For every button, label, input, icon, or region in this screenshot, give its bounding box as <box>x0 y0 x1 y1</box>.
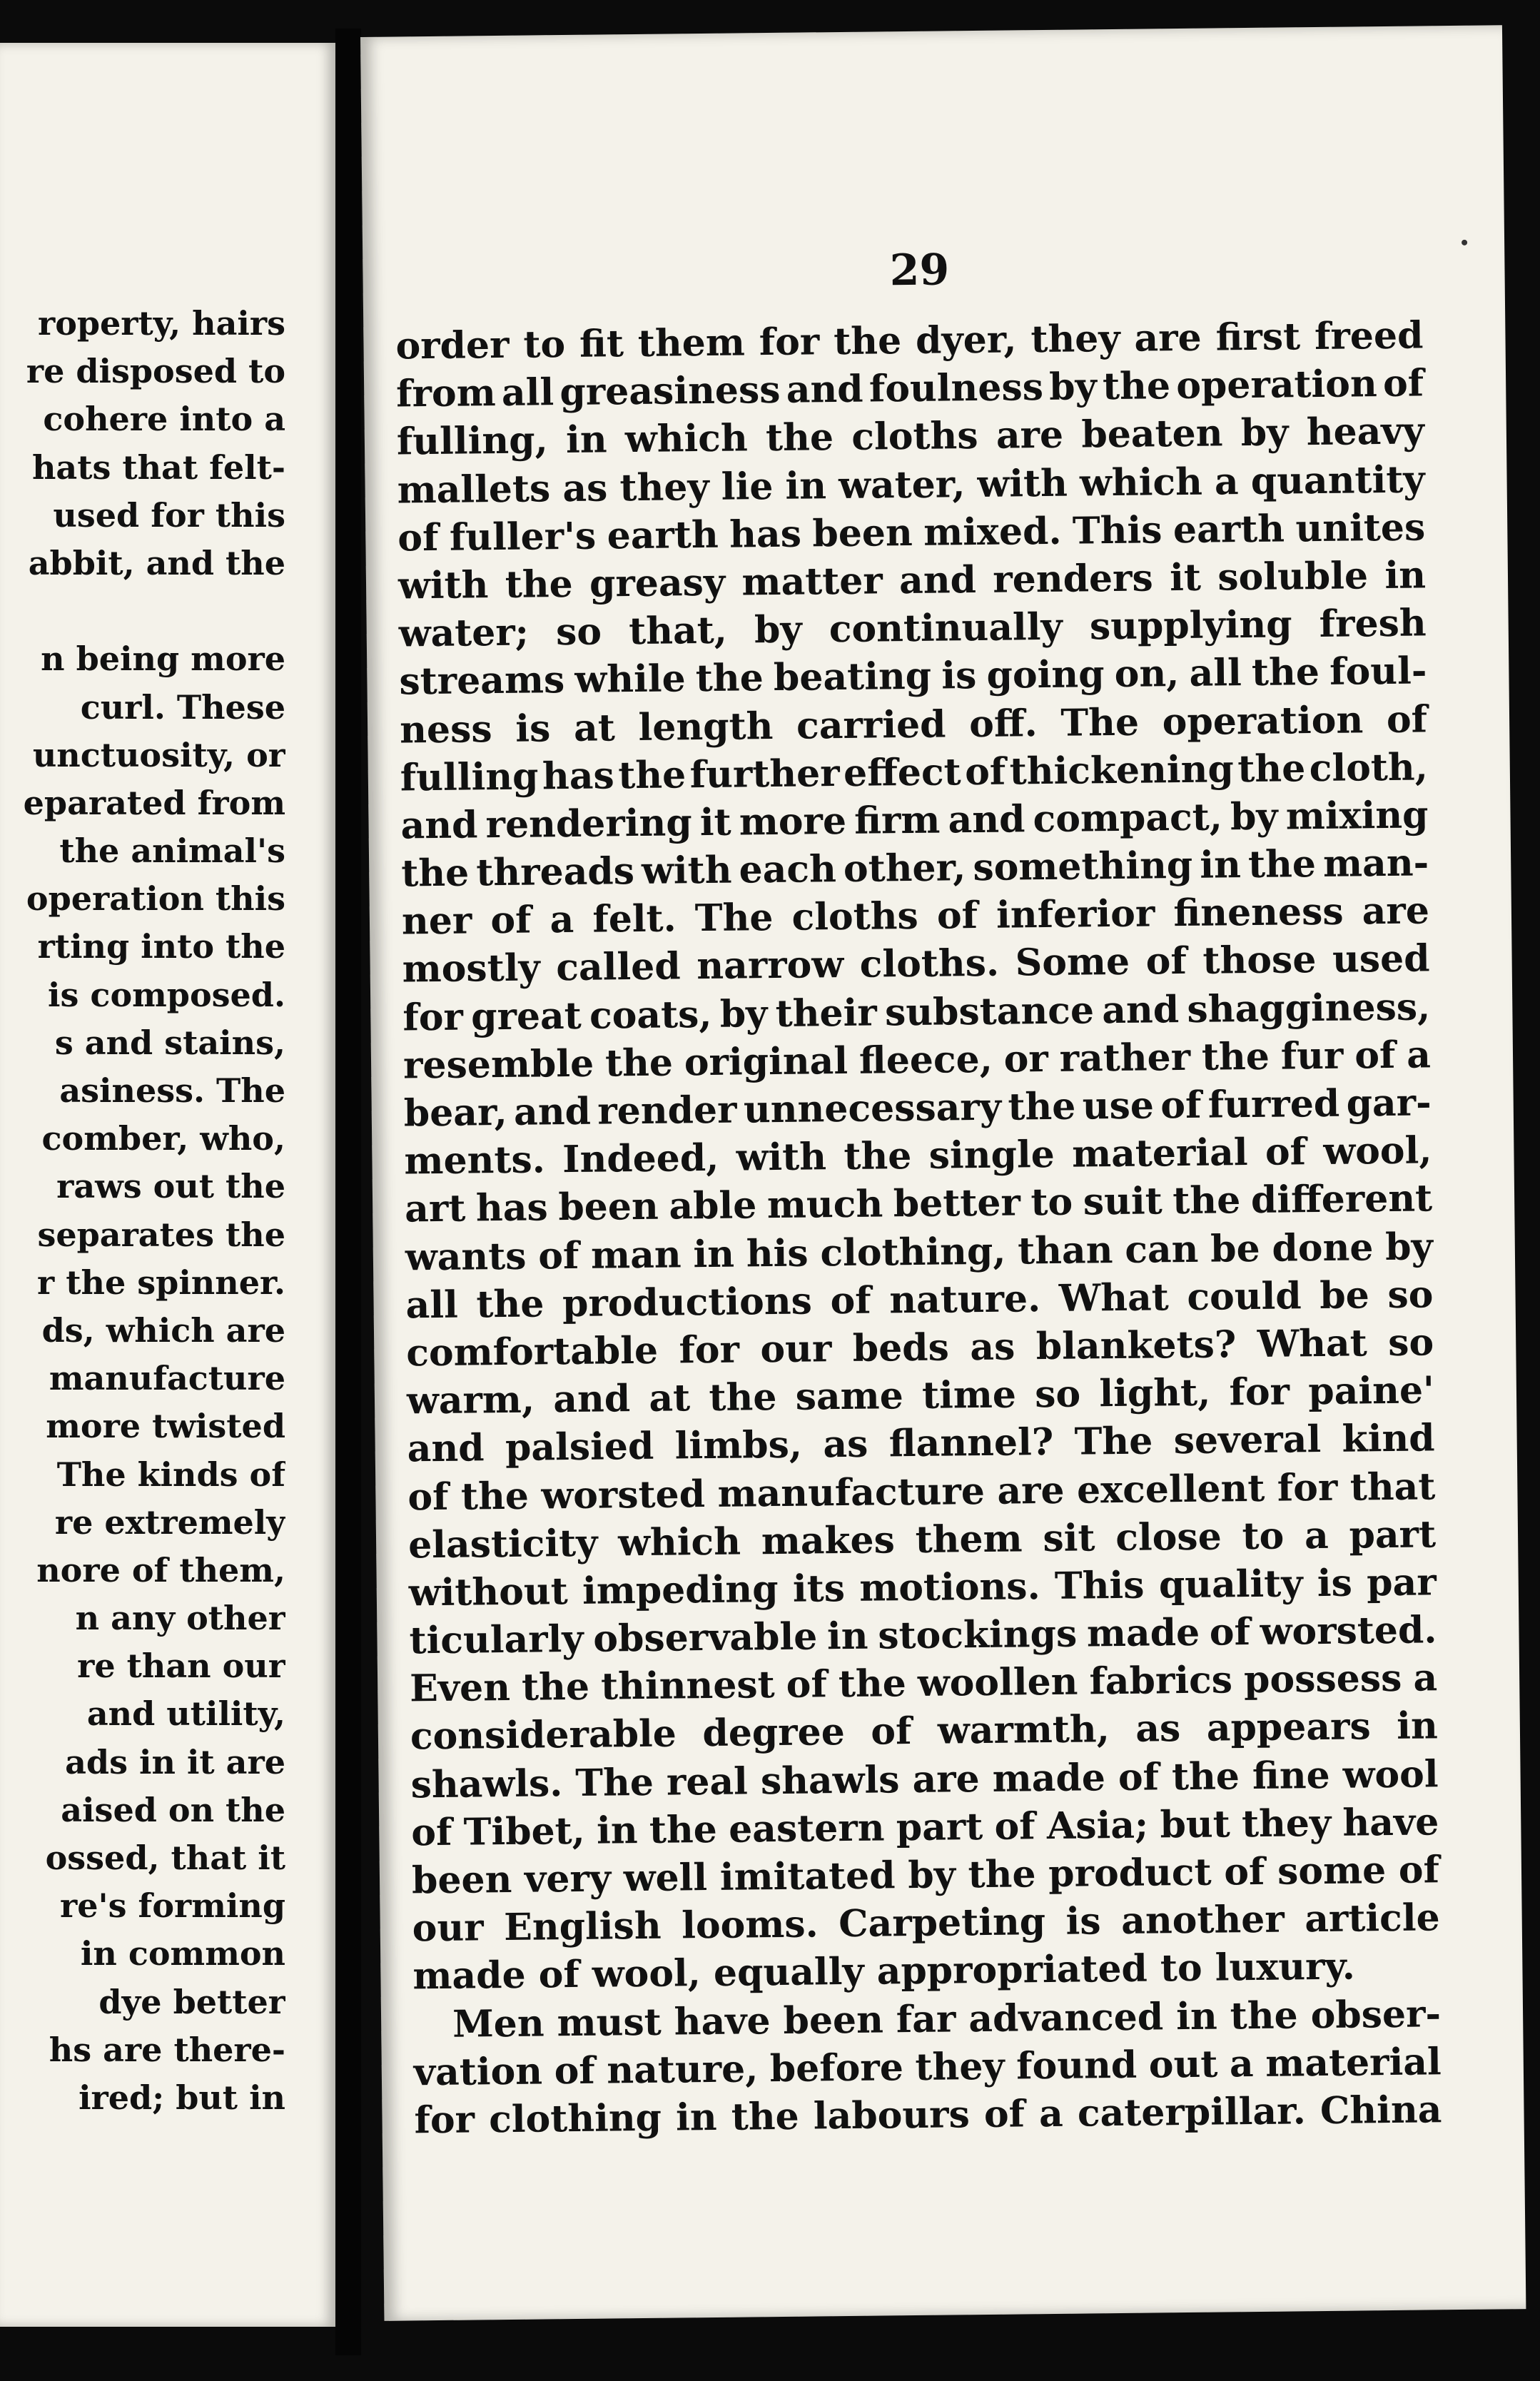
text-line: shawls. The real shawls are made of the fine wool <box>410 1751 1439 1807</box>
text-line: fulling has the further effect of thickening the cloth, <box>400 745 1429 800</box>
text-line: rting into the <box>37 927 285 966</box>
text-line: re disposed to <box>26 352 285 391</box>
text-line: warm, and at the same time so light, for paine' <box>406 1368 1435 1423</box>
text-line: hs are there- <box>49 2030 285 2069</box>
text-line: elasticity which makes them sit close to a part <box>407 1512 1437 1567</box>
text-line: nore of them, <box>36 1550 285 1589</box>
text-line: from all greasiness and foulness by the operation of <box>395 361 1424 416</box>
text-line: bear, and render unnecessary the use of furred gar- <box>403 1081 1432 1136</box>
text-line: of Tibet, in the eastern part of Asia; but they have <box>411 1800 1439 1855</box>
text-line: re than our <box>77 1647 285 1686</box>
text-line: and palsied limbs, as flannel? The several kind <box>407 1416 1435 1471</box>
text-line: ticularly observable in stockings made of worsted. <box>409 1608 1437 1663</box>
text-line: and rendering it more firm and compact, by mixing <box>400 793 1429 848</box>
text-line: been very well imitated by the product of some of <box>411 1848 1440 1903</box>
text-line: mostly called narrow cloths. Some of those used <box>402 936 1430 991</box>
text-line: the animal's <box>59 831 285 871</box>
text-line: The kinds of <box>56 1455 285 1494</box>
text-line: streams while the beating is going on, all the foul- <box>399 649 1427 704</box>
text-line: order to fit them for the dyer, they are first freed <box>395 313 1424 368</box>
text-line: eparated from <box>23 783 285 822</box>
text-line: re's forming <box>60 1886 285 1926</box>
text-line: water; so that, by continually supplying fresh <box>398 601 1427 656</box>
text-line: curl. These <box>80 687 285 727</box>
text-line: without impeding its motions. This quality is par <box>408 1560 1437 1615</box>
text-line: vation of nature, before they found out a material <box>413 2040 1442 2095</box>
text-line: fulling, in which the cloths are beaten by heavy <box>396 409 1425 464</box>
book-binding-gutter <box>335 29 361 2355</box>
text-line: s and stains, <box>54 1023 285 1062</box>
text-line: Even the thinnest of the woollen fabrics possess a <box>409 1656 1438 1711</box>
text-line: Men must have been far advanced in the obser- <box>452 1991 1442 2046</box>
text-line: hats that felt- <box>31 448 285 487</box>
text-line: n being more <box>41 640 285 679</box>
page-number: 29 <box>889 245 950 296</box>
text-line: for clothing in the labours of a caterpillar. China <box>414 2088 1442 2143</box>
text-line: the threads with each other, something in the man- <box>400 841 1429 896</box>
text-line: for great coats, by their substance and shagginess, <box>402 985 1431 1040</box>
text-line: unctuosity, or <box>32 735 285 774</box>
text-line: raws out the <box>56 1167 285 1206</box>
text-line <box>0 587 285 635</box>
left-page <box>0 43 335 2327</box>
text-line: ments. Indeed, with the single material of wool, <box>404 1128 1432 1183</box>
text-line: in common <box>80 1934 285 1973</box>
text-line: more twisted <box>46 1407 285 1446</box>
text-line: our English looms. Carpeting is another article <box>412 1896 1440 1951</box>
text-line: manufacture <box>49 1359 285 1398</box>
text-line: resemble the original fleece, or rather the fur of a <box>402 1033 1432 1088</box>
text-line: comber, who, <box>41 1119 285 1158</box>
right-page <box>360 25 1526 2321</box>
text-line: operation this <box>26 879 285 919</box>
text-line: dye better <box>98 1982 285 2021</box>
text-line: roperty, hairs <box>37 304 285 343</box>
right-page-text <box>395 311 1442 2144</box>
text-line: ired; but in <box>78 2078 285 2117</box>
text-line: separates the <box>37 1215 285 1254</box>
text-line: aised on the <box>61 1790 285 1829</box>
text-line: ner of a felt. The cloths of inferior fineness are <box>401 889 1430 944</box>
text-line: ossed, that it <box>45 1839 285 1877</box>
scan-speck <box>1462 240 1467 246</box>
text-line: ness is at length carried off. The operation of <box>399 697 1428 752</box>
text-line: and utility, <box>86 1694 285 1734</box>
text-line: considerable degree of warmth, as appears in <box>410 1704 1439 1759</box>
text-line: comfortable for our beds as blankets? What so <box>405 1320 1434 1375</box>
text-line: mallets as they lie in water, with which a quantity <box>397 457 1425 512</box>
text-line: art has been able much better to suit the different <box>404 1176 1433 1231</box>
text-line: used for this <box>53 495 285 535</box>
left-page-text <box>0 300 285 2122</box>
text-line: all the productions of nature. What could be so <box>405 1273 1434 1328</box>
text-line: n any other <box>75 1599 285 1638</box>
text-line: re extremely <box>54 1502 285 1542</box>
text-line: cohere into a <box>43 400 285 439</box>
text-line: of the worsted manufacture are excellent for that <box>407 1464 1436 1519</box>
text-line: r the spinner. <box>37 1263 285 1302</box>
text-line: is composed. <box>48 975 285 1014</box>
text-line: wants of man in his clothing, than can be done by <box>405 1224 1434 1279</box>
text-line: abbit, and the <box>28 543 285 582</box>
text-line: with the greasy matter and renders it soluble in <box>397 553 1427 608</box>
text-line: made of wool, equally appropriated to luxury. <box>412 1944 1356 1998</box>
text-line: ads in it are <box>65 1742 285 1781</box>
text-line: of fuller's earth has been mixed. This earth unites <box>397 505 1426 560</box>
text-line: asiness. The <box>59 1071 285 1110</box>
text-line: ds, which are <box>41 1310 285 1350</box>
